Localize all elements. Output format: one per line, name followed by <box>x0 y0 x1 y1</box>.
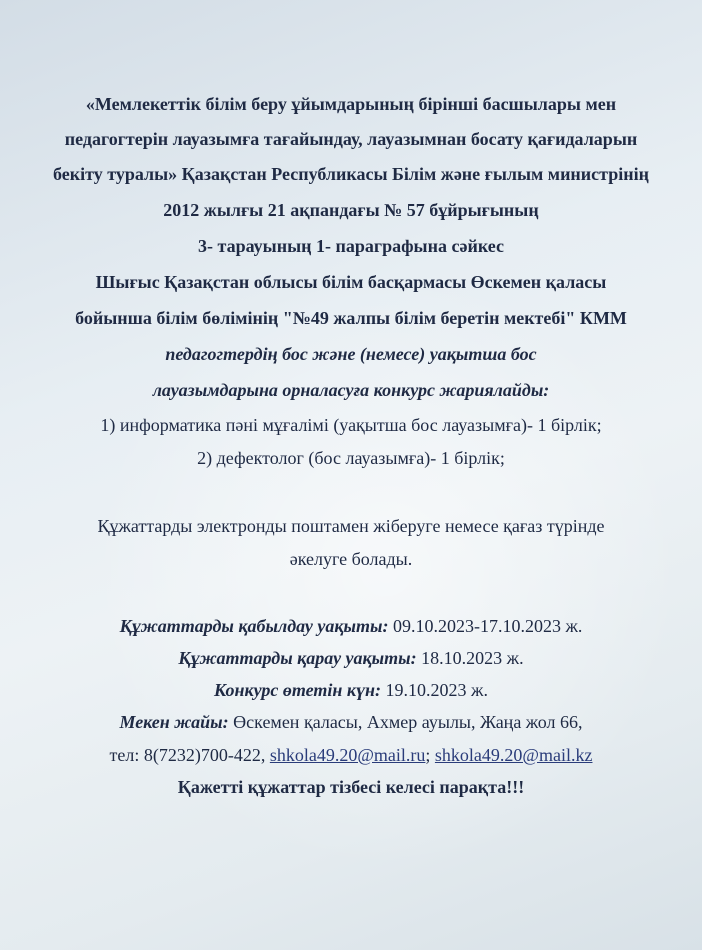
review-label: Құжаттарды қарау уақыты: <box>178 648 417 668</box>
vacancy-2: 2) дефектолог (бос лауазымға)- 1 бірлік; <box>197 448 505 468</box>
announcement-line-2: лауазымдарына орналасуға конкурс жариялайды: <box>152 380 550 400</box>
organization-line-2: бойынша білім бөлімінің "№49 жалпы білім беретін мектебі" КММ <box>75 308 627 328</box>
footer-note: Қажетті құжаттар тізбесі келесі парақта!!! <box>177 777 525 797</box>
documents-note-line-2: әкелуге болады. <box>289 549 413 569</box>
email-separator: ; <box>425 745 435 765</box>
title-line-4: 2012 жылғы 21 ақпандағы № 57 бұйрығының <box>163 200 539 220</box>
address <box>0 710 702 734</box>
title-line-5: 3- тарауының 1- параграфына сәйкес <box>198 236 504 256</box>
acceptance-label: Құжаттарды қабылдау уақыты: <box>119 616 389 636</box>
documents-note-line-1: Құжаттарды электронды поштамен жіберуге немесе қағаз түрінде <box>97 516 605 536</box>
title-line-3: бекіту туралы» Қазақстан Республикасы Білім және ғылым министрінің <box>53 164 649 184</box>
address-value: Өскемен қаласы, Ахмер ауылы, Жаңа жол 66, <box>228 712 583 732</box>
contest-value: 19.10.2023 ж. <box>381 680 488 700</box>
acceptance-period <box>0 614 702 638</box>
contact-line <box>0 743 702 767</box>
contest-date <box>0 678 702 702</box>
title-line-1: «Мемлекеттік білім беру ұйымдарының бірінші басшылары мен <box>85 94 617 114</box>
email-link-ru[interactable]: shkola49.20@mail.ru <box>269 745 426 765</box>
review-value: 18.10.2023 ж. <box>416 648 524 668</box>
contest-label: Конкурс өтетін күн: <box>214 680 382 700</box>
vacancy-1: 1) информатика пәні мұғалімі (уақытша бос лауазымға)- 1 бірлік; <box>100 415 602 435</box>
address-label: Мекен жайы: <box>119 712 229 732</box>
title-line-2: педагогтерін лауазымға тағайындау, лауазымнан босату қағидаларын <box>64 129 638 149</box>
acceptance-value: 09.10.2023-17.10.2023 ж. <box>388 616 583 636</box>
review-date <box>0 646 702 670</box>
announcement-line-1: педагогтердің бос және (немесе) уақытша бос <box>165 344 537 364</box>
phone-text: тел: 8(7232)700-422, <box>109 745 270 765</box>
email-link-kz[interactable]: shkola49.20@mail.kz <box>434 745 593 765</box>
organization-line-1: Шығыс Қазақстан облысы білім басқармасы Өскемен қаласы <box>95 272 607 292</box>
